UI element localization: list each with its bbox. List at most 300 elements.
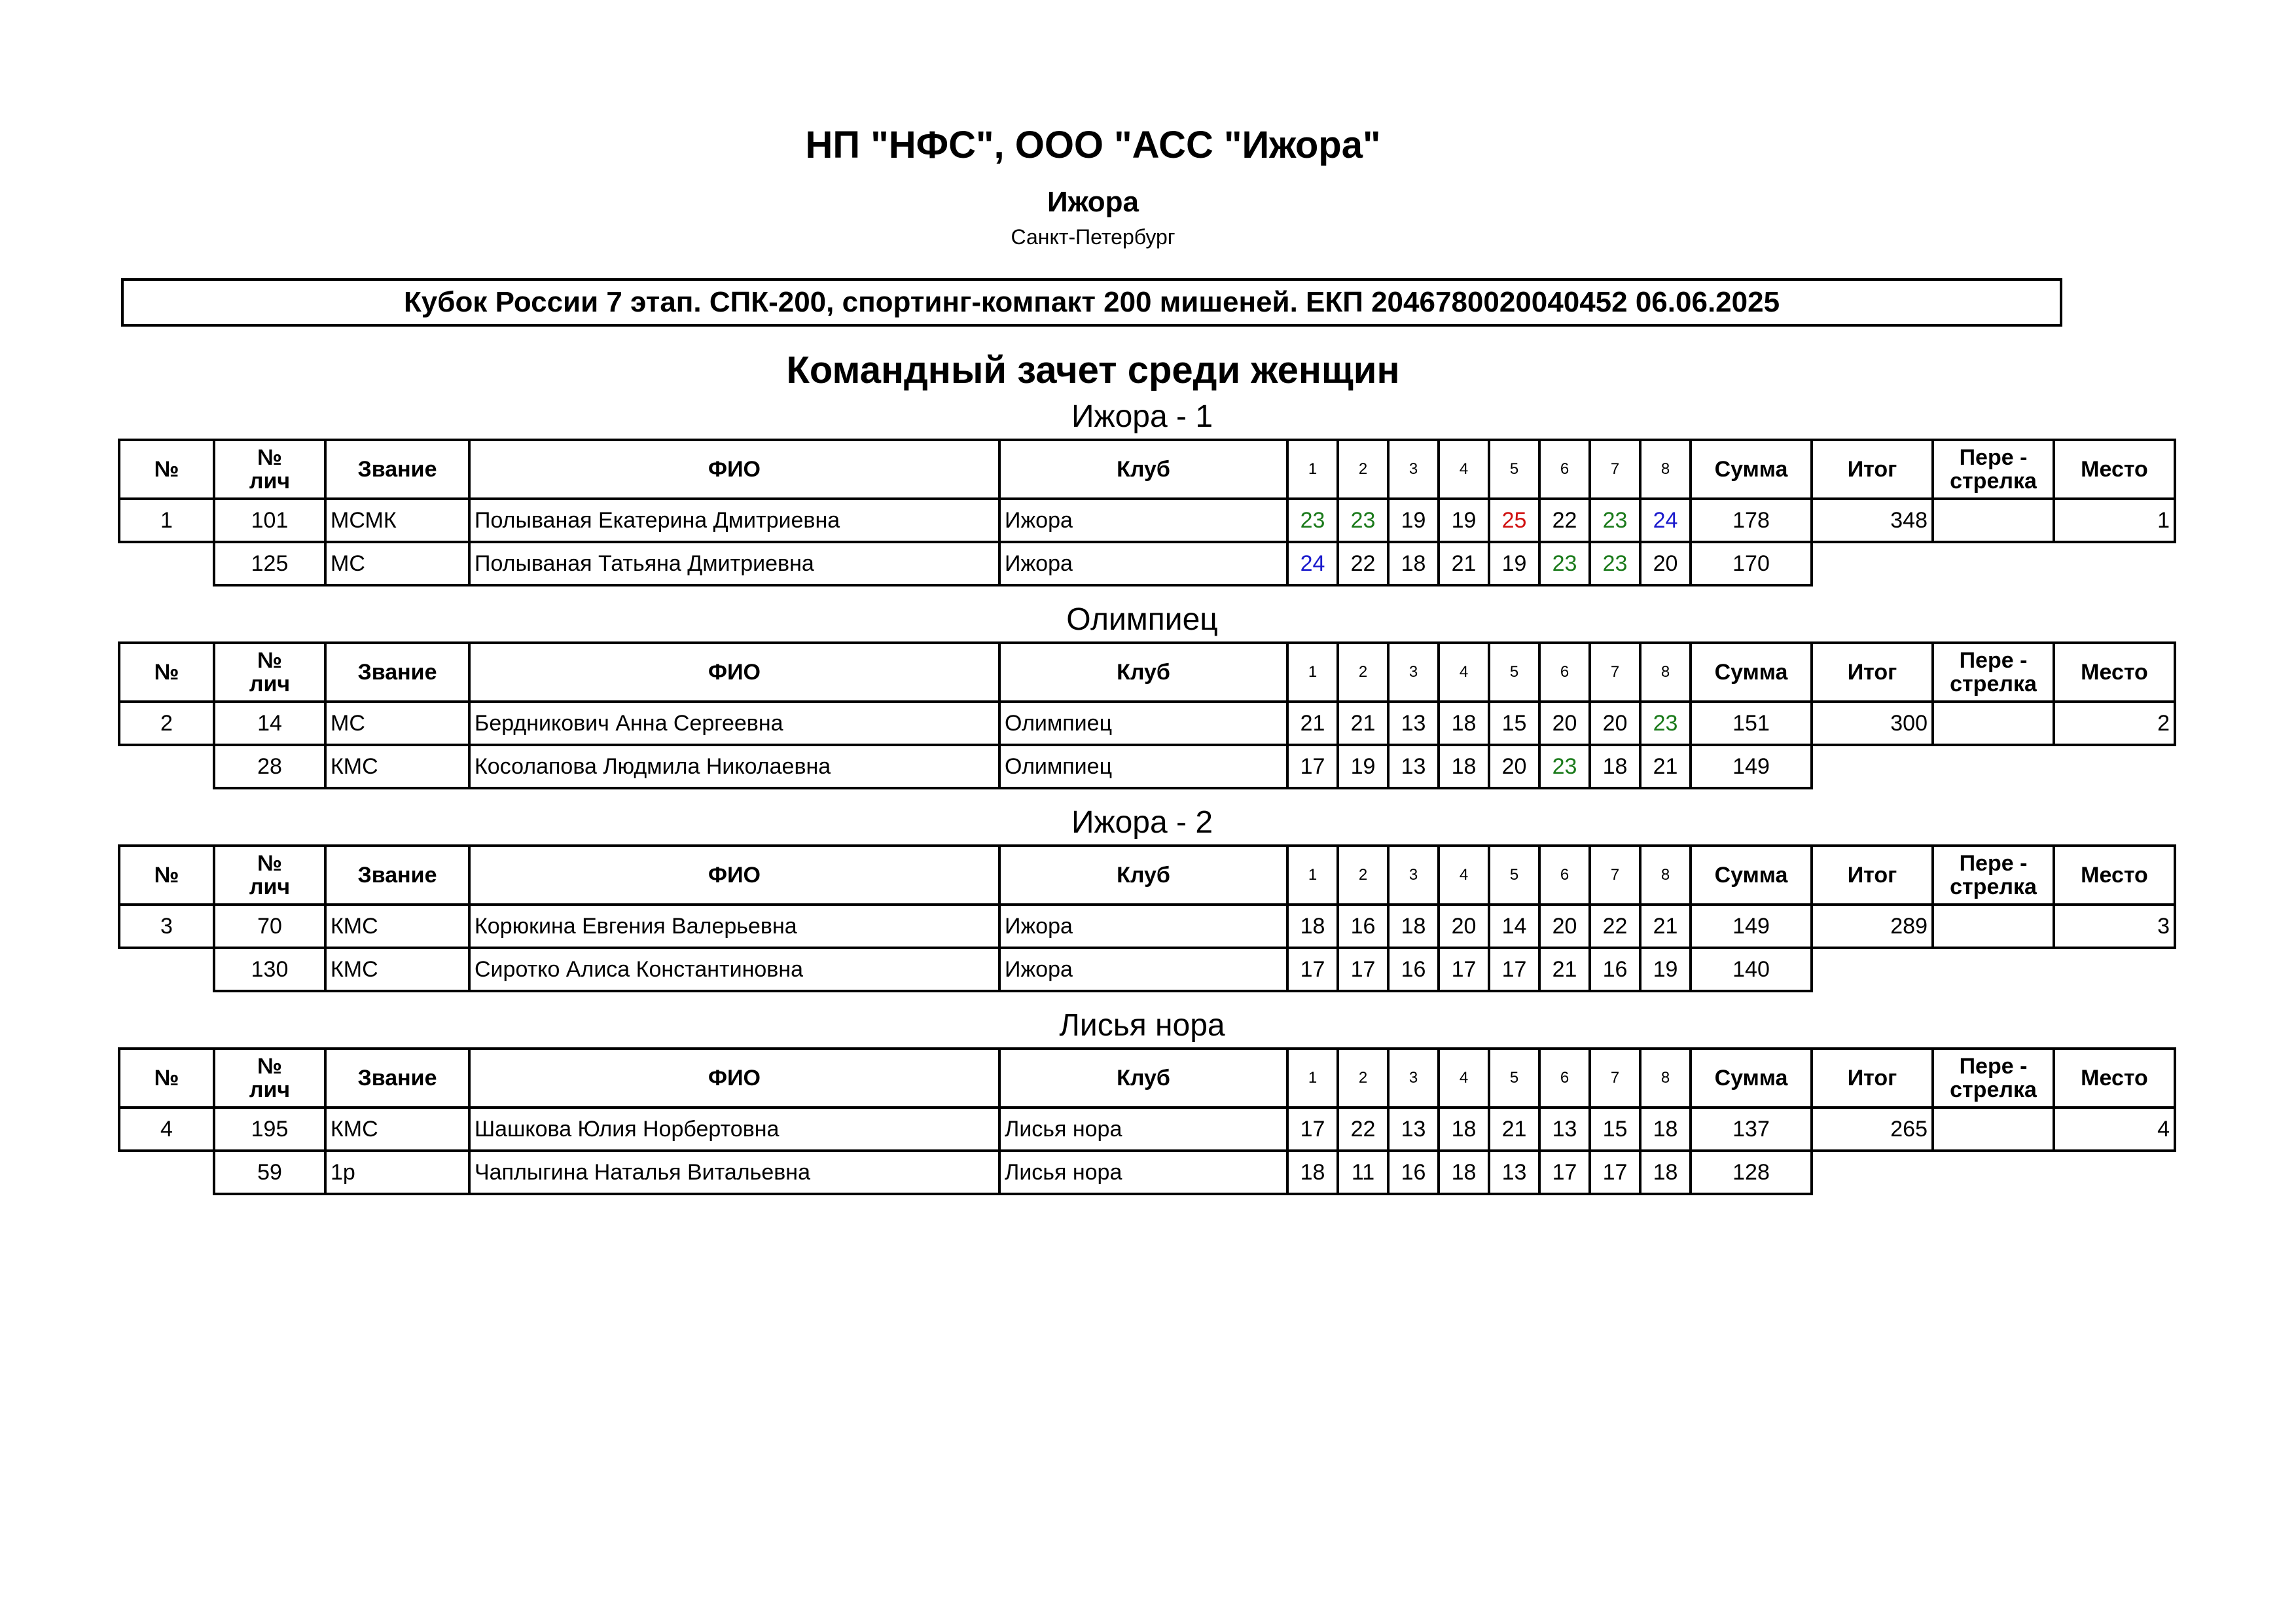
series-score: 18 [1388,542,1439,585]
col-series-4 [1439,440,1489,499]
col-pers-num [214,846,325,905]
empty-cell [1933,745,2054,788]
series-score: 16 [1388,1151,1439,1194]
col-name-text: ФИО [708,1066,761,1091]
series-score: 20 [1640,542,1691,585]
series-score: 19 [1388,499,1439,542]
col-name-text: ФИО [708,457,761,482]
series-score: 16 [1590,948,1640,991]
personal-number: 101 [214,499,325,542]
col-sum [1691,846,1812,905]
series-score: 16 [1338,905,1388,948]
club: Олимпиец [999,702,1287,745]
team-results-table [118,439,2176,586]
col-total [1812,846,1933,905]
table-row [119,542,2175,585]
col-series-4-text: 4 [1459,663,1469,681]
col-place [2054,1049,2175,1108]
col-series-6-text: 6 [1560,1069,1570,1087]
col-place-text: Место [2081,457,2148,482]
col-series-7-text: 7 [1610,866,1620,884]
rank: МС [325,702,469,745]
col-series-7-text: 7 [1610,1069,1620,1087]
col-series-3 [1388,643,1439,702]
col-series-7-text: 7 [1610,460,1620,478]
col-series-5 [1489,1049,1539,1108]
series-score: 17 [1539,1151,1590,1194]
col-series-7 [1590,643,1640,702]
table-row [119,1108,2175,1151]
team-place: 3 [2054,905,2175,948]
col-series-8-text: 8 [1660,460,1670,478]
team-total: 289 [1812,905,1933,948]
col-total-text: Итог [1847,863,1897,888]
series-score: 21 [1640,745,1691,788]
col-num [119,440,214,499]
series-score: 19 [1338,745,1388,788]
series-score: 22 [1590,905,1640,948]
athlete-name: Бердникович Анна Сергеевна [469,702,999,745]
series-score: 13 [1388,745,1439,788]
athlete-name: Сиротко Алиса Константиновна [469,948,999,991]
col-club-text: Клуб [1117,1066,1170,1091]
col-shootoff-text: Пере - [1959,851,2028,876]
col-series-8 [1640,643,1691,702]
col-total-text: Итог [1847,457,1897,482]
col-series-4 [1439,643,1489,702]
table-row [119,499,2175,542]
series-score: 18 [1287,905,1338,948]
club: Олимпиец [999,745,1287,788]
table-row [119,905,2175,948]
series-score: 17 [1287,948,1338,991]
col-shootoff-text: Пере - [1959,648,2028,673]
team-block [118,600,2176,789]
series-score: 19 [1489,542,1539,585]
col-series-3 [1388,846,1439,905]
series-score: 24 [1640,499,1691,542]
col-series-5-text: 5 [1509,663,1519,681]
col-club-text: Клуб [1117,660,1170,685]
col-series-3-text: 3 [1408,1069,1418,1087]
col-rank [325,1049,469,1108]
athlete-name: Косолапова Людмила Николаевна [469,745,999,788]
col-pers-num-text-2: лич [249,1077,291,1102]
organizer-title: НП "НФС", ООО "АСС "Ижора" [805,124,1381,166]
col-series-1-text: 1 [1308,460,1318,478]
team-place: 1 [2054,499,2175,542]
series-score: 18 [1640,1108,1691,1151]
col-series-8-text: 8 [1660,866,1670,884]
series-score: 13 [1539,1108,1590,1151]
series-score: 19 [1640,948,1691,991]
col-place [2054,440,2175,499]
col-series-8-text: 8 [1660,663,1670,681]
table-row [119,948,2175,991]
col-series-5-text: 5 [1509,460,1519,478]
col-pers-num-text: № [257,1054,282,1079]
table-row [119,1151,2175,1194]
series-score: 23 [1539,745,1590,788]
series-score: 21 [1489,1108,1539,1151]
col-series-5 [1489,643,1539,702]
col-shootoff-text: Пере - [1959,1054,2028,1079]
col-rank [325,440,469,499]
team-results-table [118,1047,2176,1195]
empty-cell [1933,948,2054,991]
col-name-text: ФИО [708,863,761,888]
series-score: 17 [1489,948,1539,991]
rank: МСМК [325,499,469,542]
team-place: 4 [2054,1108,2175,1151]
shootoff [1933,499,2054,542]
col-series-6 [1539,1049,1590,1108]
empty-cell [119,745,214,788]
series-score: 19 [1439,499,1489,542]
series-score: 20 [1590,702,1640,745]
col-series-8 [1640,1049,1691,1108]
series-score: 18 [1439,1108,1489,1151]
series-score: 21 [1539,948,1590,991]
col-num-text: № [154,1066,179,1091]
col-series-6-text: 6 [1560,663,1570,681]
col-series-2-text: 2 [1358,460,1368,478]
club: Лисья нора [999,1151,1287,1194]
empty-cell [119,542,214,585]
col-sum [1691,440,1812,499]
col-series-2-text: 2 [1358,1069,1368,1087]
col-place-text: Место [2081,1066,2148,1091]
col-rank-text: Звание [357,660,437,685]
rank: КМС [325,948,469,991]
series-score: 23 [1287,499,1338,542]
personal-number: 14 [214,702,325,745]
col-shootoff-text-2: стрелка [1950,672,2037,696]
empty-cell [2054,745,2175,788]
empty-cell [1812,1151,1933,1194]
col-rank-text: Звание [357,863,437,888]
personal-number: 70 [214,905,325,948]
col-series-8 [1640,440,1691,499]
rank: КМС [325,1108,469,1151]
series-score: 14 [1489,905,1539,948]
table-header-row [119,846,2175,905]
team-number: 1 [119,499,214,542]
series-score: 23 [1590,499,1640,542]
empty-cell [119,1151,214,1194]
shootoff [1933,1108,2054,1151]
series-score: 17 [1338,948,1388,991]
col-rank-text: Звание [357,457,437,482]
col-series-7 [1590,440,1640,499]
personal-number: 59 [214,1151,325,1194]
col-series-6-text: 6 [1560,460,1570,478]
col-name [469,440,999,499]
col-place-text: Место [2081,863,2148,888]
col-series-4-text: 4 [1459,866,1469,884]
team-place: 2 [2054,702,2175,745]
col-club [999,846,1287,905]
empty-cell [1933,1151,2054,1194]
team-results-table [118,641,2176,789]
team-block [118,1005,2176,1195]
col-series-3-text: 3 [1408,866,1418,884]
col-shootoff-text-2: стрелка [1950,875,2037,899]
col-series-4-text: 4 [1459,1069,1469,1087]
series-score: 20 [1439,905,1489,948]
series-score: 17 [1287,745,1338,788]
athlete-name: Шашкова Юлия Норбертовна [469,1108,999,1151]
rank: КМС [325,905,469,948]
series-score: 17 [1439,948,1489,991]
col-series-1 [1287,846,1338,905]
col-total-text: Итог [1847,1066,1897,1091]
team-total: 265 [1812,1108,1933,1151]
results-subtitle: Командный зачет среди женщин [786,349,1400,391]
rank: МС [325,542,469,585]
series-score: 18 [1439,1151,1489,1194]
series-score: 25 [1489,499,1539,542]
col-series-2 [1338,643,1388,702]
team-total: 348 [1812,499,1933,542]
competition-title: Кубок России 7 этап. СПК-200, спортинг-компакт 200 мишеней. ЕКП 2046780020040452 06.06.2025 [121,278,2062,327]
col-series-1 [1287,440,1338,499]
series-score: 22 [1338,1108,1388,1151]
series-score: 15 [1590,1108,1640,1151]
personal-number: 125 [214,542,325,585]
sum: 149 [1691,745,1812,788]
team-name: Ижора - 2 [1071,805,1213,840]
col-num [119,1049,214,1108]
series-score: 15 [1489,702,1539,745]
series-score: 11 [1338,1151,1388,1194]
series-score: 21 [1287,702,1338,745]
col-series-4 [1439,1049,1489,1108]
col-series-6 [1539,643,1590,702]
col-rank-text: Звание [357,1066,437,1091]
series-score: 13 [1388,1108,1439,1151]
col-place-text: Место [2081,660,2148,685]
col-series-5-text: 5 [1509,866,1519,884]
personal-number: 28 [214,745,325,788]
col-series-2-text: 2 [1358,866,1368,884]
col-series-7-text: 7 [1610,663,1620,681]
team-name: Олимпиец [1066,602,1218,637]
col-sum-text: Сумма [1714,1066,1788,1091]
table-header-row [119,1049,2175,1108]
series-score: 21 [1439,542,1489,585]
athlete-name: Чаплыгина Наталья Витальевна [469,1151,999,1194]
team-total: 300 [1812,702,1933,745]
col-num [119,643,214,702]
team-number: 3 [119,905,214,948]
col-rank [325,846,469,905]
empty-cell [2054,1151,2175,1194]
sum: 170 [1691,542,1812,585]
col-num [119,846,214,905]
col-place [2054,846,2175,905]
series-score: 22 [1338,542,1388,585]
col-series-1 [1287,643,1338,702]
sum: 128 [1691,1151,1812,1194]
series-score: 18 [1439,745,1489,788]
team-name: Лисья нора [1059,1008,1225,1043]
table-row [119,702,2175,745]
series-score: 18 [1287,1151,1338,1194]
empty-cell [1812,542,1933,585]
col-pers-num-text-2: лич [249,469,291,494]
col-shootoff [1933,643,2054,702]
series-score: 20 [1539,702,1590,745]
col-series-1 [1287,1049,1338,1108]
table-header-row [119,440,2175,499]
personal-number: 195 [214,1108,325,1151]
series-score: 18 [1388,905,1439,948]
series-score: 17 [1287,1108,1338,1151]
col-series-1-text: 1 [1308,1069,1318,1087]
col-pers-num-text: № [257,648,282,673]
series-score: 23 [1640,702,1691,745]
series-score: 16 [1388,948,1439,991]
col-total [1812,643,1933,702]
table-row [119,745,2175,788]
col-series-8 [1640,846,1691,905]
empty-cell [119,948,214,991]
empty-cell [1812,948,1933,991]
col-series-3 [1388,440,1439,499]
col-series-6 [1539,846,1590,905]
empty-cell [1933,542,2054,585]
col-series-8-text: 8 [1660,1069,1670,1087]
athlete-name: Полываная Татьяна Дмитриевна [469,542,999,585]
col-total [1812,1049,1933,1108]
team-block [118,397,2176,586]
sum: 137 [1691,1108,1812,1151]
sum: 140 [1691,948,1812,991]
col-series-2 [1338,440,1388,499]
col-rank [325,643,469,702]
series-score: 17 [1590,1151,1640,1194]
series-score: 23 [1338,499,1388,542]
series-score: 18 [1640,1151,1691,1194]
col-shootoff [1933,440,2054,499]
col-shootoff [1933,846,2054,905]
sum: 151 [1691,702,1812,745]
col-series-3-text: 3 [1408,663,1418,681]
series-score: 20 [1489,745,1539,788]
col-total-text: Итог [1847,660,1897,685]
col-pers-num-text: № [257,851,282,876]
col-pers-num-text-2: лич [249,672,291,696]
series-score: 22 [1539,499,1590,542]
athlete-name: Полываная Екатерина Дмитриевна [469,499,999,542]
col-series-7 [1590,846,1640,905]
col-series-4-text: 4 [1459,460,1469,478]
col-club [999,1049,1287,1108]
series-score: 13 [1388,702,1439,745]
club: Ижора [999,905,1287,948]
empty-cell [1812,745,1933,788]
col-place [2054,643,2175,702]
club: Ижора [999,948,1287,991]
series-score: 13 [1489,1151,1539,1194]
col-pers-num-text: № [257,445,282,470]
col-club [999,643,1287,702]
series-score: 18 [1590,745,1640,788]
athlete-name: Корюкина Евгения Валерьевна [469,905,999,948]
col-shootoff [1933,1049,2054,1108]
series-score: 21 [1338,702,1388,745]
club: Ижора [999,542,1287,585]
club: Ижора [999,499,1287,542]
col-total [1812,440,1933,499]
col-num-text: № [154,457,179,482]
series-score: 23 [1590,542,1640,585]
col-pers-num [214,440,325,499]
col-num-text: № [154,660,179,685]
col-sum-text: Сумма [1714,863,1788,888]
col-num-text: № [154,863,179,888]
col-shootoff-text: Пере - [1959,445,2028,470]
col-series-5-text: 5 [1509,1069,1519,1087]
team-number: 4 [119,1108,214,1151]
series-score: 20 [1539,905,1590,948]
team-number: 2 [119,702,214,745]
series-score: 24 [1287,542,1338,585]
col-series-6 [1539,440,1590,499]
team-block [118,803,2176,992]
city-name: Санкт-Петербург [1011,225,1175,249]
col-club-text: Клуб [1117,457,1170,482]
col-club-text: Клуб [1117,863,1170,888]
col-sum [1691,643,1812,702]
sum: 178 [1691,499,1812,542]
col-name-text: ФИО [708,660,761,685]
series-score: 21 [1640,905,1691,948]
col-series-7 [1590,1049,1640,1108]
shootoff [1933,905,2054,948]
col-sum [1691,1049,1812,1108]
col-series-2 [1338,846,1388,905]
col-series-6-text: 6 [1560,866,1570,884]
col-series-2 [1338,1049,1388,1108]
col-pers-num [214,643,325,702]
sum: 149 [1691,905,1812,948]
col-sum-text: Сумма [1714,457,1788,482]
col-series-1-text: 1 [1308,663,1318,681]
empty-cell [2054,542,2175,585]
team-results-table [118,844,2176,992]
col-shootoff-text-2: стрелка [1950,1077,2037,1102]
series-score: 18 [1439,702,1489,745]
col-series-3-text: 3 [1408,460,1418,478]
col-series-1-text: 1 [1308,866,1318,884]
col-pers-num [214,1049,325,1108]
col-series-2-text: 2 [1358,663,1368,681]
col-series-5 [1489,440,1539,499]
col-name [469,846,999,905]
series-score: 23 [1539,542,1590,585]
col-series-5 [1489,846,1539,905]
rank: 1р [325,1151,469,1194]
rank: КМС [325,745,469,788]
shootoff [1933,702,2054,745]
col-series-3 [1388,1049,1439,1108]
col-pers-num-text-2: лич [249,875,291,899]
empty-cell [2054,948,2175,991]
table-header-row [119,643,2175,702]
col-name [469,643,999,702]
